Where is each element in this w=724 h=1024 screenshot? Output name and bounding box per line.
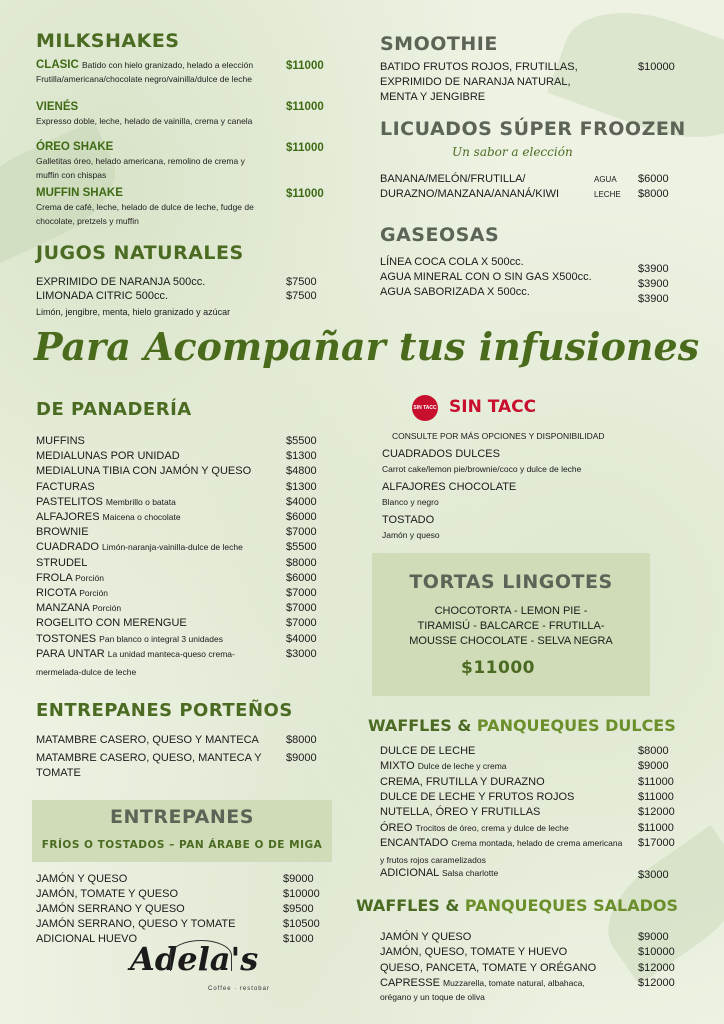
price: $11000 <box>286 101 324 113</box>
menu-item: AGUA MINERAL CON O SIN GAS X500cc. <box>380 271 592 283</box>
price: $9000 <box>283 873 314 885</box>
item-note: Crema montada, helado de crema americana <box>451 837 623 848</box>
price: $4800 <box>286 465 317 478</box>
item-note: mermelada-dulce de leche <box>36 667 137 677</box>
item-note: Carrot cake/lemon pie/brownie/coco y dulce de leche <box>382 464 582 474</box>
price: $5500 <box>286 541 317 554</box>
menu-item <box>380 775 545 789</box>
option-label: LECHE <box>594 190 621 199</box>
price: $11000 <box>286 142 324 154</box>
item-name: ADICIONAL HUEVO <box>36 933 138 945</box>
tortas-price: $11000 <box>461 658 535 678</box>
menu-item: ÓREO SHAKE Galletitas óreo, helado americana, remolino de crema y muffin con chispas <box>36 141 245 180</box>
price: $7000 <box>286 587 317 599</box>
licuados-title: LICUADOS SÚPER FROOZEN <box>380 118 686 140</box>
menu-item: MUFFIN SHAKE Crema de café, leche, helado de dulce de leche, fudge de chocolate, pretzels y muffin <box>36 187 254 226</box>
menu-item: MATAMBRE CASERO, QUESO, MANTECA Y <box>36 752 262 764</box>
item-note: Porción <box>75 572 104 583</box>
item-name: ALFAJORES <box>36 511 100 523</box>
tortas-list <box>372 604 650 649</box>
menu-item <box>380 961 596 975</box>
item-name: JAMÓN SERRANO, QUESO Y TOMATE <box>36 918 236 930</box>
price: $9000 <box>638 760 669 773</box>
torta-line: CHOCOTORTA - LEMON PIE - <box>434 605 588 617</box>
price: $11000 <box>286 60 324 72</box>
item-name: MEDIALUNA TIBIA CON JAMÓN Y QUESO <box>36 465 252 478</box>
item-note: y frutos rojos caramelizados <box>380 855 486 865</box>
item-name: FROLA <box>36 571 73 584</box>
porteños-title: ENTREPANES PORTEÑOS <box>36 700 293 721</box>
item-name: FACTURAS <box>36 480 95 493</box>
panaderia-title: DE PANADERÍA <box>36 399 192 420</box>
menu-item <box>380 976 585 990</box>
menu-item <box>36 540 243 554</box>
title-part: WAFFLES & <box>368 716 472 735</box>
item-name: JAMÓN Y QUESO <box>380 931 472 943</box>
entrepanes-subtitle: FRÍOS O TOSTADOS – PAN ÁRABE O DE MIGA <box>41 839 323 851</box>
menu-item: LIMONADA CITRIC 500cc. <box>36 290 169 302</box>
item-name: STRUDEL <box>36 556 88 569</box>
menu-item <box>380 866 498 880</box>
item-name: CAPRESSE <box>380 976 440 989</box>
item-name: JAMÓN SERRANO Y QUESO <box>36 903 185 915</box>
item-note: Limón, jengibre, menta, hielo granizado y azúcar <box>36 307 231 317</box>
price: $1300 <box>286 480 317 493</box>
menu-item: ALFAJORES CHOCOLATE <box>382 481 517 493</box>
price: $11000 <box>638 821 674 834</box>
menu-item: TOSTADO <box>382 514 435 526</box>
logo: Adela's <box>130 940 259 978</box>
price: $1300 <box>286 450 317 463</box>
torta-line: TIRAMISÚ - BALCARCE - FRUTILLA- <box>417 620 605 632</box>
menu-item: BATIDO FRUTOS ROJOS, FRUTILLAS, <box>380 61 578 73</box>
menu-item: BANANA/MELÓN/FRUTILLA/ <box>380 173 526 185</box>
menu-item <box>36 525 89 539</box>
price: $11000 <box>638 790 674 803</box>
milkshakes-title: MILKSHAKES <box>36 30 180 52</box>
menu-item: TOMATE <box>36 767 81 779</box>
item-name: DULCE DE LECHE <box>380 745 476 757</box>
waffles-dulces-title <box>368 716 676 735</box>
item-name: BROWNIE <box>36 526 89 539</box>
title-part: WAFFLES & <box>356 896 460 915</box>
item-name: ADICIONAL <box>380 867 439 879</box>
price: $3900 <box>638 293 669 305</box>
item-note: Muzzarella, tomate natural, albahaca, <box>442 977 585 988</box>
price: $7000 <box>286 617 317 630</box>
item-name: JAMÓN Y QUESO <box>36 873 128 885</box>
item-name: NUTELLA, ÓREO Y FRUTILLAS <box>380 806 541 819</box>
sintacc-subtitle: CONSULTE POR MÁS OPCIONES Y DISPONIBILIDAD <box>392 431 605 441</box>
menu-item <box>36 571 104 585</box>
price: $3000 <box>638 869 669 881</box>
item-note: Maicena o chocolate <box>102 512 181 522</box>
item-name: RICOTA <box>36 587 77 599</box>
menu-item <box>36 647 235 661</box>
menu-item <box>36 480 95 494</box>
menu-item <box>36 464 251 478</box>
menu-item <box>36 902 185 916</box>
menu-item: DURAZNO/MANZANA/ANANÁ/KIWI <box>380 188 560 200</box>
price: $4000 <box>286 495 317 508</box>
price: $7500 <box>286 290 317 302</box>
price: $9000 <box>638 931 669 943</box>
menu-item <box>36 616 187 630</box>
price: $1000 <box>283 933 314 945</box>
price: $7500 <box>286 276 317 288</box>
menu-item <box>36 495 176 509</box>
price: $11000 <box>286 188 324 200</box>
menu-item <box>36 601 121 615</box>
item-note: Trocitos de óreo, crema y dulce de leche <box>415 822 569 833</box>
price: $7000 <box>286 526 317 539</box>
price: $12000 <box>638 806 675 819</box>
item-name: MIXTO <box>380 760 415 773</box>
menu-item <box>36 510 181 524</box>
menu-item: AGUA SABORIZADA X 500cc. <box>380 286 530 298</box>
item-name: ROGELITO CON MERENGUE <box>36 617 187 630</box>
menu-item: MATAMBRE CASERO, QUESO Y MANTECA <box>36 734 259 746</box>
title-part: PANQUEQUES DULCES <box>476 716 676 735</box>
sintacc-title: SIN TACC <box>449 397 537 417</box>
price: $8000 <box>286 556 317 569</box>
price: $8000 <box>638 188 669 200</box>
item-note: Dulce de leche y crema <box>417 761 507 772</box>
section-banner: Para Acompañar tus infusiones <box>34 324 700 369</box>
menu-item: CUADRADOS DULCES <box>382 448 500 460</box>
price: $11000 <box>638 775 674 788</box>
item-name: MANZANA <box>36 602 90 615</box>
item-name: MUFFINS <box>36 435 85 447</box>
logo-arch <box>170 940 232 971</box>
menu-item: LÍNEA COCA COLA X 500cc. <box>380 256 524 268</box>
price: $9500 <box>283 903 314 915</box>
menu-item: EXPRIMIDO DE NARANJA 500cc. <box>36 276 206 288</box>
price: $3900 <box>638 263 669 275</box>
item-name: TOSTONES <box>36 632 97 645</box>
title-part: PANQUEQUES SALADOS <box>464 896 678 915</box>
menu-item <box>36 872 127 886</box>
item-note: Pan blanco o integral 3 unidades <box>99 633 223 644</box>
licuados-subtitle: Un sabor a elección <box>452 145 573 159</box>
item-note: La unidad manteca-queso crema- <box>107 648 235 659</box>
menu-item <box>380 836 622 850</box>
price: $12000 <box>638 976 675 989</box>
logo-tagline: Coffee · restobar <box>208 986 270 992</box>
price: $6000 <box>286 571 317 584</box>
item-name: PARA UNTAR <box>36 647 105 660</box>
item-name: DULCE DE LECHE Y FRUTOS ROJOS <box>380 790 575 803</box>
menu-item: CLASIC Batido con hielo granizado, helado a elección Frutilla/americana/chocolate negro/vainilla/dulce de leche <box>36 59 254 84</box>
item-note: Limón-naranja-vainilla-dulce de leche <box>102 542 243 553</box>
torta-line: MOUSSE CHOCOLATE - SELVA NEGRA <box>409 635 613 647</box>
item-note: Jamón y queso <box>382 530 440 540</box>
price: $6000 <box>286 511 317 523</box>
entrepanes-title: ENTREPANES <box>110 806 254 828</box>
item-name: ÓREO <box>380 821 413 834</box>
price: $10000 <box>638 946 675 959</box>
price: $12000 <box>638 961 675 974</box>
item-name: MEDIALUNAS POR UNIDAD <box>36 450 180 463</box>
menu-item <box>380 790 574 804</box>
price: $8000 <box>638 745 669 757</box>
menu-item <box>380 945 567 959</box>
menu-item <box>36 434 85 448</box>
price: $3000 <box>286 647 317 660</box>
sin-tacc-badge-icon: SIN TACC <box>412 395 438 421</box>
item-name: JAMÓN, TOMATE Y QUESO <box>36 888 179 900</box>
item-note: orégano y un toque de oliva <box>380 992 485 1002</box>
price: $9000 <box>286 752 317 764</box>
price: $17000 <box>638 836 675 849</box>
price: $7000 <box>286 602 317 615</box>
menu-item <box>380 744 475 758</box>
menu-item <box>36 917 235 931</box>
price: $5500 <box>286 435 317 447</box>
menu-item: EXPRIMIDO DE NARANJA NATURAL, <box>380 76 571 88</box>
item-note: Salsa charlotte <box>441 868 499 878</box>
menu-item: VIENÉS Expresso doble, leche, helado de vainilla, crema y canela <box>36 101 253 126</box>
price: $4000 <box>286 632 317 645</box>
item-name: ENCANTADO <box>380 836 449 849</box>
price: $10000 <box>283 888 320 900</box>
menu-item <box>36 556 87 570</box>
menu-item <box>380 821 569 835</box>
item-name: JAMÓN, QUESO, TOMATE Y HUEVO <box>380 946 568 959</box>
item-name: PASTELITOS <box>36 495 103 508</box>
menu-item: MENTA Y JENGIBRE <box>380 91 486 103</box>
item-name: CREMA, FRUTILLA Y DURAZNO <box>380 775 545 788</box>
jugos-title: JUGOS NATURALES <box>36 242 244 264</box>
menu-item <box>36 887 178 901</box>
menu-item <box>36 449 180 463</box>
item-name: CUADRADO <box>36 541 99 554</box>
item-note: Porción <box>79 588 109 598</box>
item-note: Membrillo o batata <box>105 496 176 507</box>
gaseosas-title: GASEOSAS <box>380 224 500 246</box>
smoothie-title: SMOOTHIE <box>380 33 498 55</box>
option-label: AGUA <box>594 175 617 184</box>
menu-item <box>380 759 507 773</box>
item-note: Porción <box>92 603 122 614</box>
price: $6000 <box>638 173 669 185</box>
waffles-salados-title <box>356 896 678 915</box>
menu-item <box>36 632 223 646</box>
item-note: Blanco y negro <box>382 497 439 507</box>
menu-item <box>380 930 471 944</box>
menu-item <box>380 805 540 819</box>
price: $3900 <box>638 278 669 290</box>
price: $8000 <box>286 734 317 746</box>
tortas-title: TORTAS LINGOTES <box>409 571 613 593</box>
price: $10500 <box>283 918 320 930</box>
menu-item <box>36 932 137 946</box>
menu-item <box>36 586 108 600</box>
item-name: QUESO, PANCETA, TOMATE Y ORÉGANO <box>380 961 597 974</box>
price: $10000 <box>638 61 675 73</box>
